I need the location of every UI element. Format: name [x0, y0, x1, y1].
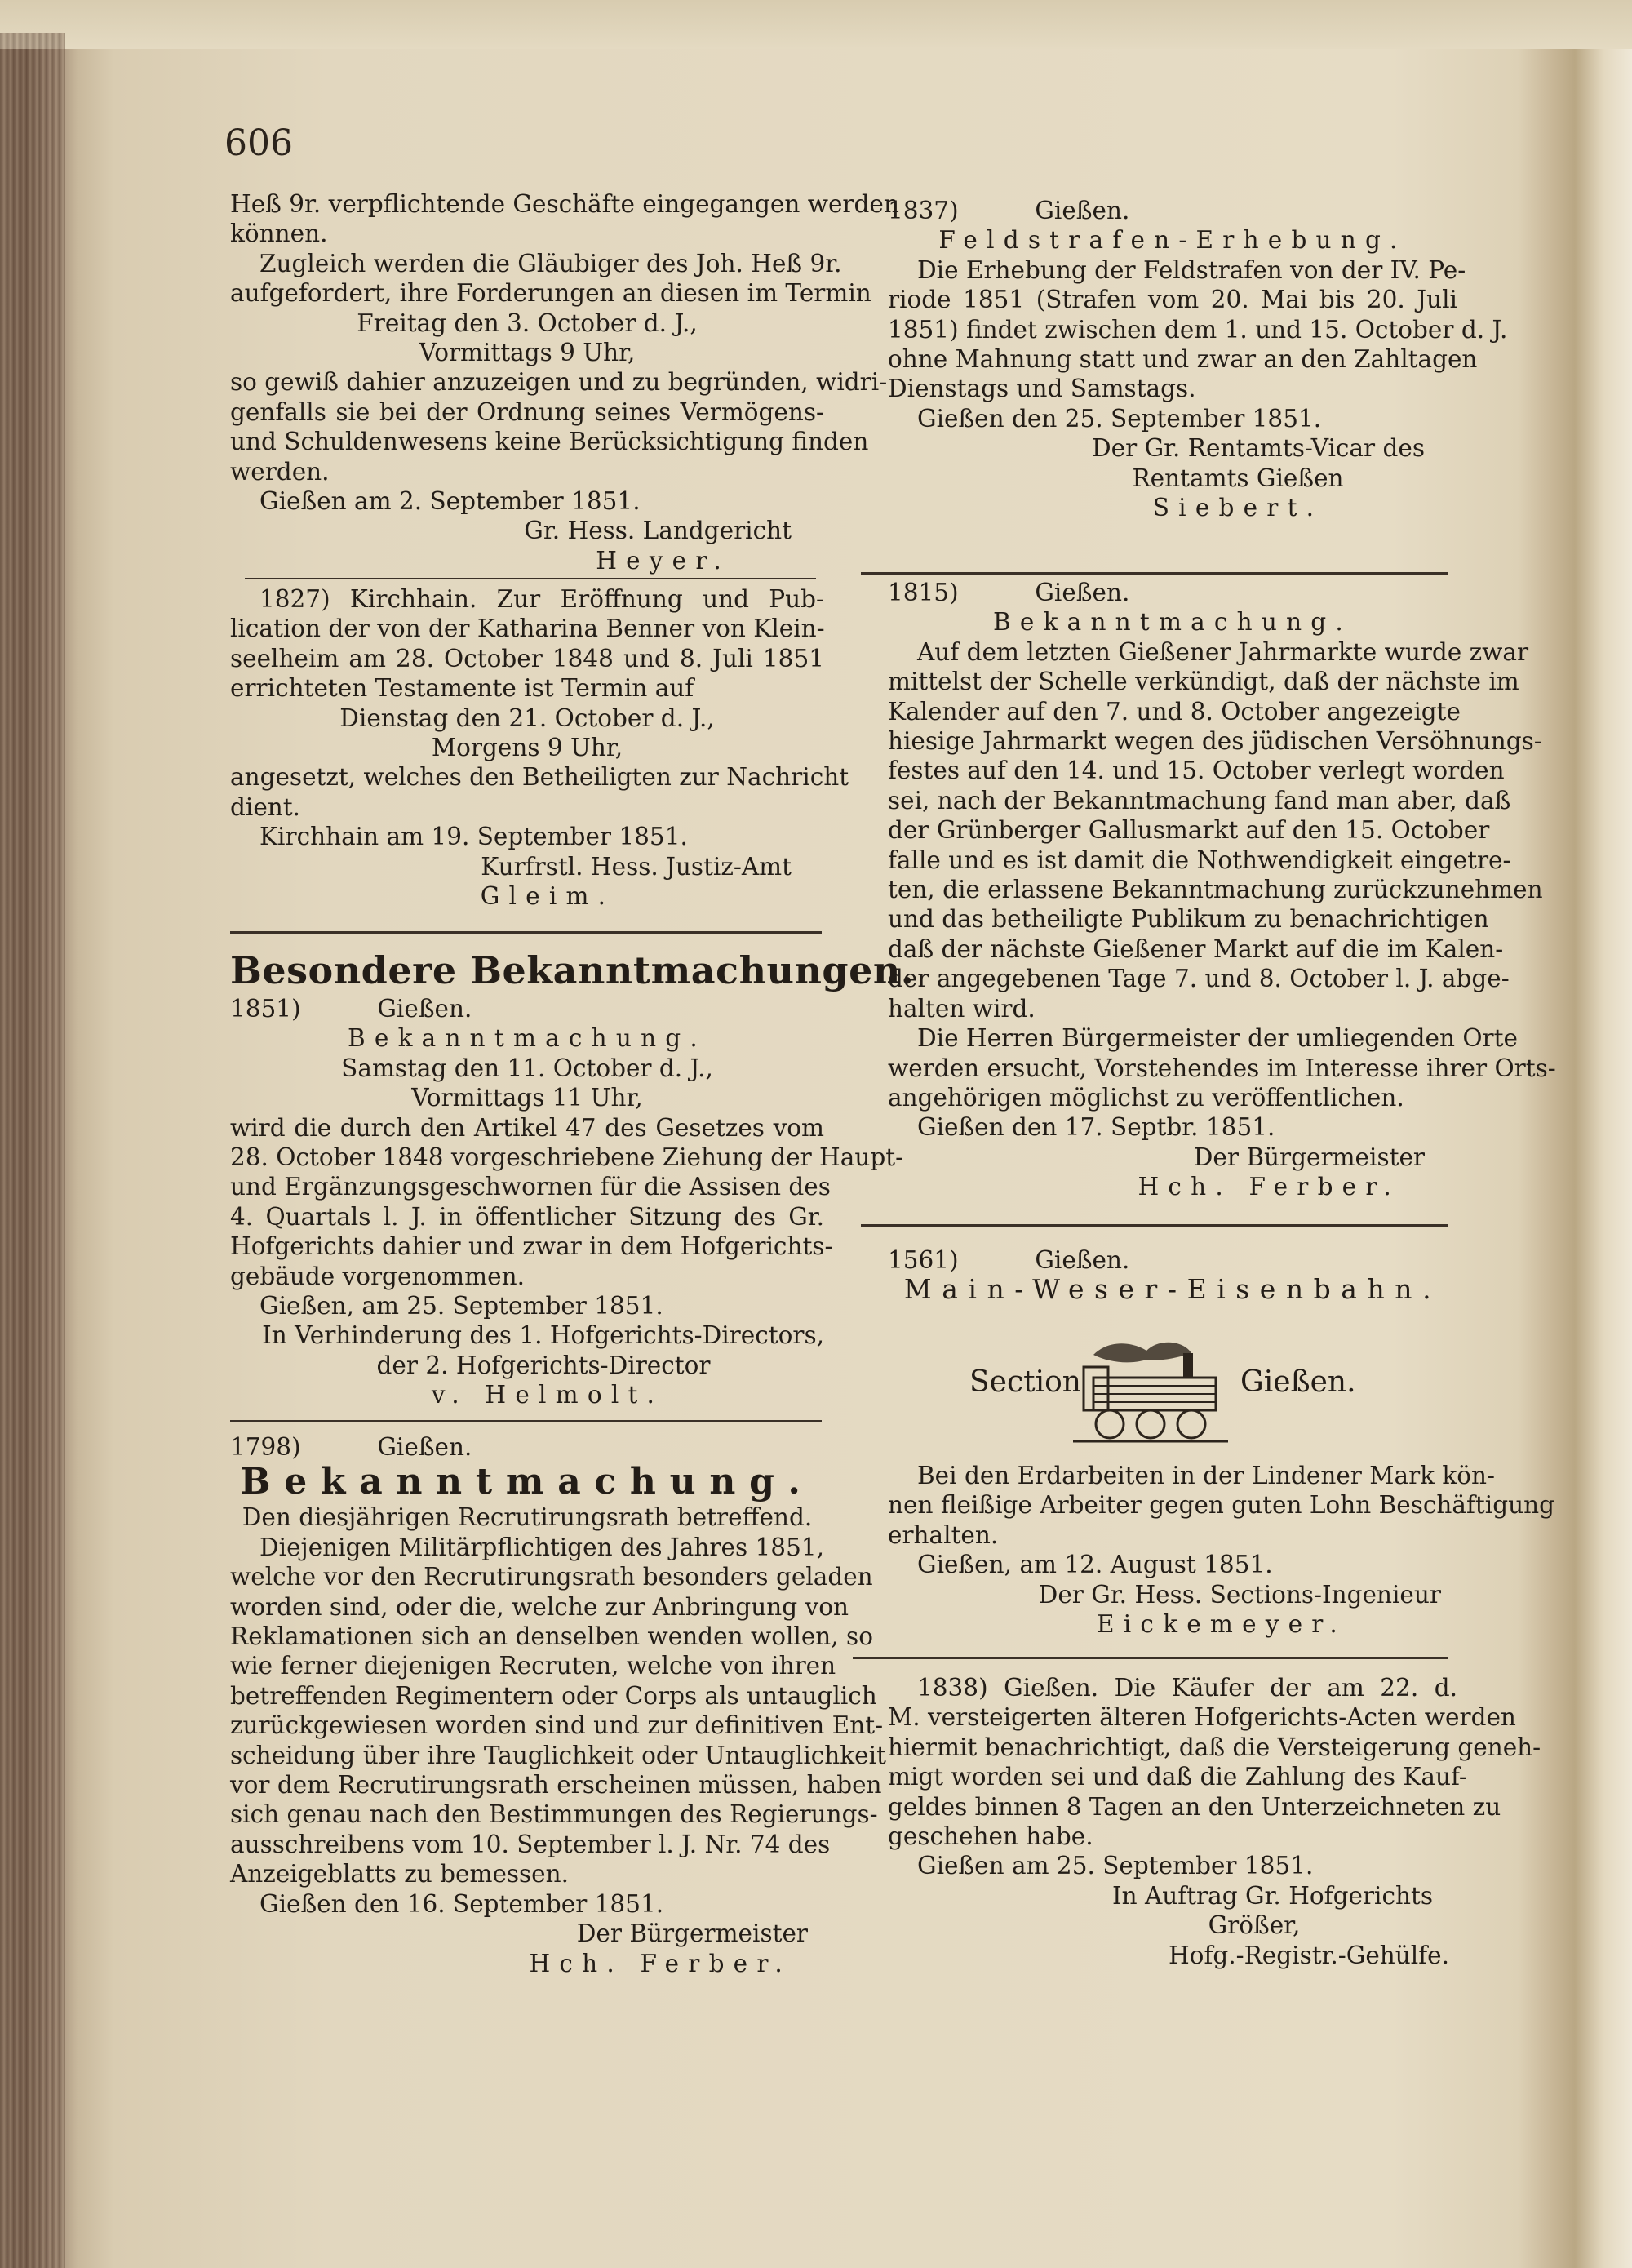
text-line: sich genau nach den Bestimmungen des Regierungs-	[230, 1800, 878, 1829]
wheel	[1096, 1410, 1124, 1438]
text-line: riode 1851 (Strafen vom 20. Mai bis 20. Juli	[888, 286, 1457, 314]
text-line: zurückgewiesen worden sind und zur definitiven Ent-	[230, 1711, 884, 1740]
text-line: scheidung über ihre Tauglichkeit oder Untauglichkeit	[230, 1741, 886, 1769]
section-label-left	[969, 1365, 1081, 1399]
page-number: 606	[224, 122, 293, 164]
text-line: festes auf den 14. und 15. October verlegt worden	[888, 757, 1505, 785]
notice-1561-body	[888, 1461, 1554, 1639]
text-line: hiermit benachrichtigt, daß die Versteigerung geneh-	[888, 1733, 1541, 1761]
text-line: sei, nach der Bekanntmachung fand man aber, daß	[888, 786, 1511, 814]
text-line: können.	[230, 220, 328, 248]
signature-line: Kurfrstl. Hess. Justiz-Amt	[481, 852, 792, 881]
signature-line: In Auftrag Gr. Hofgerichts	[1111, 1881, 1433, 1910]
text-line: angesetzt, welches den Betheiligten zur Nachricht	[230, 763, 849, 792]
text-line: Gießen den 16. September 1851.	[259, 1889, 664, 1918]
text-line: Heß 9r. verpflichtende Geschäfte eingegangen werden	[230, 190, 899, 218]
text-line: und Ergänzungsgeschwornen für die Assisen des	[230, 1173, 831, 1201]
text-line: Gießen den 25. September 1851.	[917, 404, 1322, 433]
notice-title: Bekanntmachung.	[993, 608, 1352, 637]
text-line: ten, die erlassene Bekanntmachung zurückzunehmen	[888, 876, 1543, 904]
notice-title: Feldstrafen-Erhebung.	[938, 226, 1407, 255]
text-line: werden ersucht, Vorstehendes im Interesse ihrer Orts-	[888, 1054, 1556, 1082]
text-line: Reklamationen sich an denselben wenden wollen, so	[230, 1622, 873, 1651]
notice-1798	[230, 1432, 886, 1978]
text-line: 1827) Kirchhain. Zur Eröffnung und Pub-	[259, 585, 824, 613]
text-line: Freitag den 3. October d. J.,	[357, 308, 698, 337]
text-line: der angegebenen Tage 7. und 8. October l. J. abge-	[888, 965, 1510, 993]
signature-name: Gleim.	[480, 882, 615, 911]
text-line: wird die durch den Artikel 47 des Gesetzes vom	[230, 1113, 824, 1142]
text-line: seelheim am 28. October 1848 und 8. Juli 1851	[230, 644, 824, 672]
signature-line: Der Gr. Hess. Sections-Ingenieur	[1038, 1580, 1441, 1609]
notice-subtitle: Den diesjährigen Recrutirungsrath betreffend.	[242, 1503, 813, 1532]
signature-name: Hch. Ferber.	[1138, 1173, 1400, 1201]
smoke-plume	[1093, 1343, 1191, 1363]
text-line: worden sind, oder die, welche zur Anbringung von	[230, 1592, 849, 1621]
text-line: mittelst der Schelle verkündigt, daß der nächste im	[888, 668, 1519, 696]
text-line: Gießen den 17. Septbr. 1851.	[917, 1113, 1275, 1142]
text-line: Morgens 9 Uhr,	[431, 734, 623, 762]
signature-line: Der Gr. Rentamts-Vicar des	[1092, 434, 1425, 463]
text-line: ohne Mahnung statt und zwar an den Zahltagen	[888, 345, 1478, 374]
text-line: dient.	[230, 792, 301, 821]
text-line: gebäude vorgenommen.	[230, 1262, 525, 1290]
text-line: halten wird.	[888, 994, 1036, 1023]
text-line: geschehen habe.	[888, 1822, 1093, 1851]
text-line: Die Herren Bürgermeister der umliegenden Orte	[917, 1024, 1518, 1053]
text-line: 1838) Gießen. Die Käufer der am 22. d.	[917, 1674, 1457, 1702]
section-heading-block	[230, 947, 915, 994]
notice-1851	[230, 994, 904, 1410]
text-line: und Schuldenwesens keine Berücksichtigung finden	[230, 428, 869, 456]
text-line: vor dem Recrutirungsrath erscheinen müssen, haben	[230, 1771, 882, 1800]
notice-header: 1837) Gießen.	[888, 197, 1130, 224]
notice-title: Main-Weser-Eisenbahn.	[903, 1273, 1442, 1306]
text-line: daß der nächste Gießener Markt auf die im Kalen-	[888, 934, 1504, 963]
notice-title: Bekanntmachung.	[348, 1024, 707, 1053]
text-line: Bei den Erdarbeiten in der Lindener Mark kön-	[917, 1462, 1496, 1489]
signature-name: Heyer.	[596, 546, 730, 575]
cab	[1084, 1367, 1108, 1410]
text-line: geldes binnen 8 Tagen an den Unterzeichneten zu	[888, 1792, 1501, 1821]
text-line: angehörigen möglichst zu veröffentlichen.	[888, 1083, 1404, 1112]
section-place: Gießen.	[1240, 1365, 1356, 1399]
book-binding-edge	[0, 33, 65, 2268]
signature-name: Größer,	[1208, 1911, 1301, 1940]
text-line: nen fleißige Arbeiter gegen guten Lohn Beschäftigung	[888, 1491, 1554, 1520]
signature-line: Der Bürgermeister	[576, 1920, 808, 1948]
text-line: der Grünberger Gallusmarkt auf den 15. October	[888, 816, 1490, 845]
signature-name: v. Helmolt.	[431, 1381, 664, 1409]
notice-title: Bekanntmachung.	[240, 1461, 814, 1503]
notice-1827	[230, 584, 849, 911]
text-line: aufgefordert, ihre Forderungen an diesen im Termin	[230, 279, 871, 308]
text-line: Dienstag den 21. October d. J.,	[339, 703, 715, 732]
signature-line: In Verhinderung des 1. Hofgerichts-Directors,	[262, 1321, 824, 1350]
text-line: Hofgerichts dahier und zwar in dem Hofgerichts-	[230, 1232, 833, 1261]
text-line: Vormittags 9 Uhr,	[419, 339, 636, 367]
section-word: Section	[969, 1365, 1081, 1399]
signature-line: Rentamts Gießen	[1132, 464, 1344, 492]
notice-header: 1851) Gießen.	[230, 995, 472, 1023]
signature-name: Eickemeyer.	[1097, 1610, 1346, 1639]
text-line: Vormittags 11 Uhr,	[411, 1084, 643, 1112]
text-line: genfalls sie bei der Ordnung seines Vermögens-	[230, 397, 824, 426]
signature-name: Hch. Ferber.	[529, 1949, 792, 1977]
separator-rule	[861, 1224, 1448, 1227]
text-line: Zugleich werden die Gläubiger des Joh. Heß 9r.	[259, 249, 842, 277]
left-continuation-notice	[230, 189, 899, 575]
text-line: Auf dem letzten Gießener Jahrmarkte wurde zwar	[917, 637, 1529, 666]
text-line: Gießen, am 12. August 1851.	[917, 1551, 1273, 1579]
text-line: werden.	[230, 457, 330, 486]
text-line: Die Erhebung der Feldstrafen von der IV. Pe-	[917, 255, 1466, 284]
signature-name: Siebert.	[1152, 494, 1324, 522]
signature-line: der 2. Hofgerichts-Director	[376, 1351, 711, 1379]
notice-1837	[888, 196, 1508, 522]
text-line: Gießen am 2. September 1851.	[259, 487, 641, 516]
text-line: 28. October 1848 vorgeschriebene Ziehung der Haupt-	[230, 1143, 904, 1172]
text-line: Diejenigen Militärpflichtigen des Jahres 1851,	[259, 1533, 824, 1561]
text-line: Gießen am 25. September 1851.	[917, 1852, 1314, 1880]
separator-rule	[853, 1657, 1448, 1659]
text-line: falle und es ist damit die Nothwendigkeit eingetre-	[888, 846, 1511, 874]
notice-header: 1798) Gießen.	[230, 1433, 472, 1461]
text-line: wie ferner diejenigen Recruten, welche von ihren	[230, 1652, 836, 1680]
text-line: Kalender auf den 7. und 8. October angezeigte	[888, 697, 1461, 726]
separator-rule	[861, 572, 1448, 575]
wheel	[1177, 1410, 1205, 1438]
text-line: M. versteigerten älteren Hofgerichts-Acten werden	[888, 1703, 1516, 1732]
notice-header: 1561) Gießen.	[888, 1246, 1130, 1274]
text-line: welche vor den Recrutirungsrath besonders geladen	[230, 1563, 873, 1591]
separator-rule	[230, 1420, 822, 1422]
text-line: so gewiß dahier anzuzeigen und zu begründen, widri-	[230, 368, 888, 397]
text-line: errichteten Testamente ist Termin auf	[230, 674, 694, 703]
signature-line: Gr. Hess. Landgericht	[524, 517, 792, 545]
text-line: Kirchhain am 19. September 1851.	[259, 823, 688, 851]
section-heading: Besondere Bekanntmachungen.	[230, 948, 915, 992]
page-top-shadow	[0, 0, 1632, 49]
signature-line: Hofg.-Registr.-Gehülfe.	[1168, 1941, 1449, 1969]
text-line: lication der von der Katharina Benner von Klein-	[230, 615, 825, 643]
text-line: 1851) findet zwischen dem 1. und 15. October d. J.	[888, 315, 1508, 344]
text-line: 4. Quartals l. J. in öffentlicher Sitzung des Gr.	[230, 1202, 824, 1231]
text-line: Dienstags und Samstags.	[888, 375, 1196, 403]
locomotive-illustration	[1069, 1330, 1232, 1453]
separator-rule	[245, 578, 816, 579]
text-line: Gießen, am 25. September 1851.	[259, 1292, 663, 1320]
text-line: hiesige Jahrmarkt wegen des jüdischen Versöhnungs-	[888, 727, 1542, 756]
text-line: ausschreibens vom 10. September l. J. Nr. 74 des	[230, 1830, 831, 1858]
notice-1561	[888, 1245, 1457, 1305]
wheel	[1137, 1410, 1164, 1438]
signature-line: Der Bürgermeister	[1193, 1143, 1425, 1171]
separator-rule	[230, 931, 822, 934]
notice-1815	[888, 578, 1556, 1202]
text-line: migt worden sei und daß die Zahlung des Kauf-	[888, 1763, 1467, 1791]
text-line: und das betheiligte Publikum zu benachrichtigen	[888, 905, 1489, 934]
notice-header: 1815) Gießen.	[888, 579, 1130, 606]
section-label-right	[1240, 1365, 1356, 1399]
notice-1838	[888, 1673, 1541, 1970]
text-line: Samstag den 11. October d. J.,	[341, 1054, 713, 1082]
text-line: betreffenden Regimentern oder Corps als untauglich	[230, 1681, 877, 1710]
text-line: erhalten.	[888, 1520, 999, 1549]
text-line: Anzeigeblatts zu bemessen.	[230, 1860, 570, 1889]
chimney	[1183, 1353, 1193, 1378]
